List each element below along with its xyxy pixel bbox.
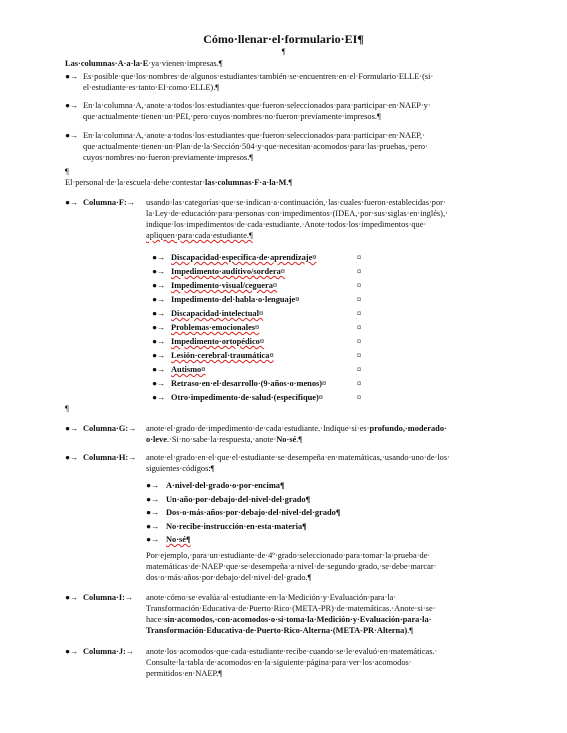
bullet-line: Es·posible·que·los·nombres·de·algunos·estudiantes·también·se·encuentren·en·el·Formulario·ELLE·(si· xyxy=(83,72,434,81)
staff-post: .¶ xyxy=(286,178,293,187)
bullet-marker: ●→ xyxy=(65,198,79,207)
bullet-line: cuyos·nombres·no·fueron·previamente·impresos.¶ xyxy=(83,153,254,162)
math-example xyxy=(146,550,511,583)
paragraph-mark: ¶ xyxy=(65,404,69,413)
desc-line: matemáticas·de·NAEP·que·se·desempeña·a·nivel·de·segundo·grado,·se·debe·marcar· xyxy=(146,562,437,571)
desc-line: Consulte·la·tabla·de·acomodos·en·la·siguiente·página·para·ver·los·acomodos· xyxy=(146,658,412,667)
table-cell-mark: ¤ xyxy=(357,281,362,290)
disability-item: ●→ Impedimento·del·habla·o·lenguaje¤ xyxy=(152,295,300,304)
bullet-marker: ●→ xyxy=(65,131,79,140)
column-g-description: anote·el·grado·de·impedimento·de·cada·estudiante.·Indique·si·es·profundo,·moderado· o·leve.·Si·no·sabe·la·respuesta,·anote·No·sé.¶ xyxy=(146,424,447,444)
disability-item: ●→ Lesión·cerebral·traumática¤ xyxy=(152,351,274,360)
disability-item: ●→ Otro·impedimento·de·salud·(específique)¤ xyxy=(152,393,323,402)
disability-item: ●→ Autismo¤ xyxy=(152,365,206,374)
desc-line: la·Ley·de·educación·para·personas·con·impedimentos·(IDEA,·por·sus·siglas·en·inglés),· xyxy=(146,209,448,218)
desc-line: dos·o·más·años·por·debajo·del·nivel·del·grado.¶ xyxy=(146,573,312,582)
disability-item: ●→ Retraso·en·el·desarrollo·(9·años·o·menos)¤ xyxy=(152,379,327,388)
bullet-marker: ●→ xyxy=(65,72,79,81)
disability-item: ●→ Impedimento·ortopédico¤ xyxy=(152,337,265,346)
table-cell-mark: ¤ xyxy=(357,309,362,318)
math-code-item: ●→ No·sé¶ xyxy=(146,535,191,544)
desc-line: anote·el·grado·en·el·que·el·estudiante·se·desempeña·en·matemáticas,·usando·uno·de·los· xyxy=(146,453,450,462)
desc-line: permitidos·en·NAEP.¶ xyxy=(146,669,223,678)
column-f-label: Columna·F:→ xyxy=(83,198,136,207)
page-title: Cómo·llenar·el·formulario·EI¶ xyxy=(203,32,364,46)
column-j-description xyxy=(146,646,511,679)
intro-bold: Las·columnas·A·a·la·E xyxy=(65,59,149,68)
bullet-line: que·actualmente·tienen·un·PEI,·pero·cuyos·nombres·no·fueron·previamente·impresos.¶ xyxy=(83,112,381,121)
bullet-marker: ●→ xyxy=(65,101,79,110)
desc-line: usando·las·categorías·que·se·indican·a·continuación,·las·cuales·fueron·establecidas·por· xyxy=(146,198,446,207)
bullet-line: En·la·columna·A,·anote·a·todos·los·estudiantes·que·fueron·seleccionados·para·participar·en·NAEP,· xyxy=(83,131,425,140)
column-f-description xyxy=(146,197,511,241)
table-cell-mark: ¤ xyxy=(357,267,362,276)
paragraph-mark: ¶ xyxy=(65,167,69,176)
disability-item: ●→ Discapacidad·intelectual¤ xyxy=(152,309,264,318)
intro-rest: ·ya·vienen·impresas.¶ xyxy=(148,59,223,68)
table-cell-mark: ¤ xyxy=(357,351,362,360)
disability-item: ●→ Discapacidad·específica·de·aprendizaje¤ xyxy=(152,253,317,262)
staff-instruction xyxy=(65,177,505,188)
column-i-description: anote·cómo·se·evalúa·al·estudiante·en·la·Medición·y·Evaluación·para·la· Transformación·Educativa·de·Puerto·Rico·(META-PR)·de·matemáticas.·Anote·si·se· hace·sin·acomodos,·con·acomodos·o·si·toma·la·Medición·y·Evaluación·para·la· Transformación·Educativa·de·Puerto·Rico-Alterna·(META-PR·Alterna).¶ xyxy=(146,593,436,635)
disability-item: ●→ Problemas·emocionales¤ xyxy=(152,323,260,332)
bullet-marker: ●→ xyxy=(65,453,79,462)
table-cell-mark: ¤ xyxy=(357,253,362,262)
disability-item: ●→ Impedimento·auditivo/sordera¤ xyxy=(152,267,285,276)
paragraph-mark: ¶ xyxy=(281,47,286,56)
intro-paragraph xyxy=(65,58,505,69)
intro-bullet xyxy=(65,130,505,163)
column-j-label: Columna·J:→ xyxy=(83,647,135,656)
table-cell-mark: ¤ xyxy=(357,337,362,346)
desc-line: Por·ejemplo,·para·un·estudiante·de·4º·grado·seleccionado·para·tomar·la·prueba·de· xyxy=(146,551,431,560)
column-h-label: Columna·H:→ xyxy=(83,453,137,462)
math-code-item: ●→ No·recibe·instrucción·en·esta·materia¶ xyxy=(146,522,307,531)
staff-bold: las·columnas·F·a·la·M xyxy=(204,178,287,187)
math-code-item: ●→ Dos·o·más·años·por·debajo·del·nivel·del·grado¶ xyxy=(146,508,341,517)
intro-bullet xyxy=(65,71,505,93)
column-h-description xyxy=(146,452,511,474)
column-g-label: Columna·G:→ xyxy=(83,424,137,433)
bullet-marker: ●→ xyxy=(65,424,79,433)
math-code-item: ●→ A·nivel·del·grado·o·por·encima¶ xyxy=(146,481,285,490)
bullet-marker: ●→ xyxy=(65,593,79,602)
desc-line: indique·los·impedimentos·de·cada·estudiante.·Anote·todos·los·impedimentos·que· xyxy=(146,220,427,229)
bullet-line: En·la·columna·A,·anote·a·todos·los·estudiantes·que·fueron·seleccionados·para·participar·en·NAEP·y· xyxy=(83,101,431,110)
table-cell-mark: ¤ xyxy=(357,295,362,304)
bullet-line: el·estudiante·es·tanto·EI·como·ELLE).¶ xyxy=(83,83,220,92)
desc-line: siguientes·códigos:¶ xyxy=(146,464,215,473)
disability-item: ●→ Impedimento·visual/ceguera¤ xyxy=(152,281,278,290)
intro-bullet xyxy=(65,100,505,122)
desc-line: apliquen·para·cada·estudiante.¶ xyxy=(146,231,253,240)
table-cell-mark: ¤ xyxy=(357,393,362,402)
desc-line: anote·los·acomodos·que·cada·estudiante·recibe·cuando·se·le·evaluó·en·matemáticas.· xyxy=(146,647,438,656)
table-cell-mark: ¤ xyxy=(357,365,362,374)
table-cell-mark: ¤ xyxy=(357,323,362,332)
staff-pre: El·personal·de·la·escuela·debe·contestar· xyxy=(65,178,205,187)
bullet-marker: ●→ xyxy=(65,647,79,656)
bullet-line: que·actualmente·tienen·un·Plan·de·la·Sección·504·y·que·necesitan·acomodos·para·las·pruebas,·pero· xyxy=(83,142,428,151)
column-i-label: Columna·I:→ xyxy=(83,593,134,602)
table-cell-mark: ¤ xyxy=(357,379,362,388)
math-code-item: ●→ Un·año·por·debajo·del·nivel·del·grado¶ xyxy=(146,495,311,504)
